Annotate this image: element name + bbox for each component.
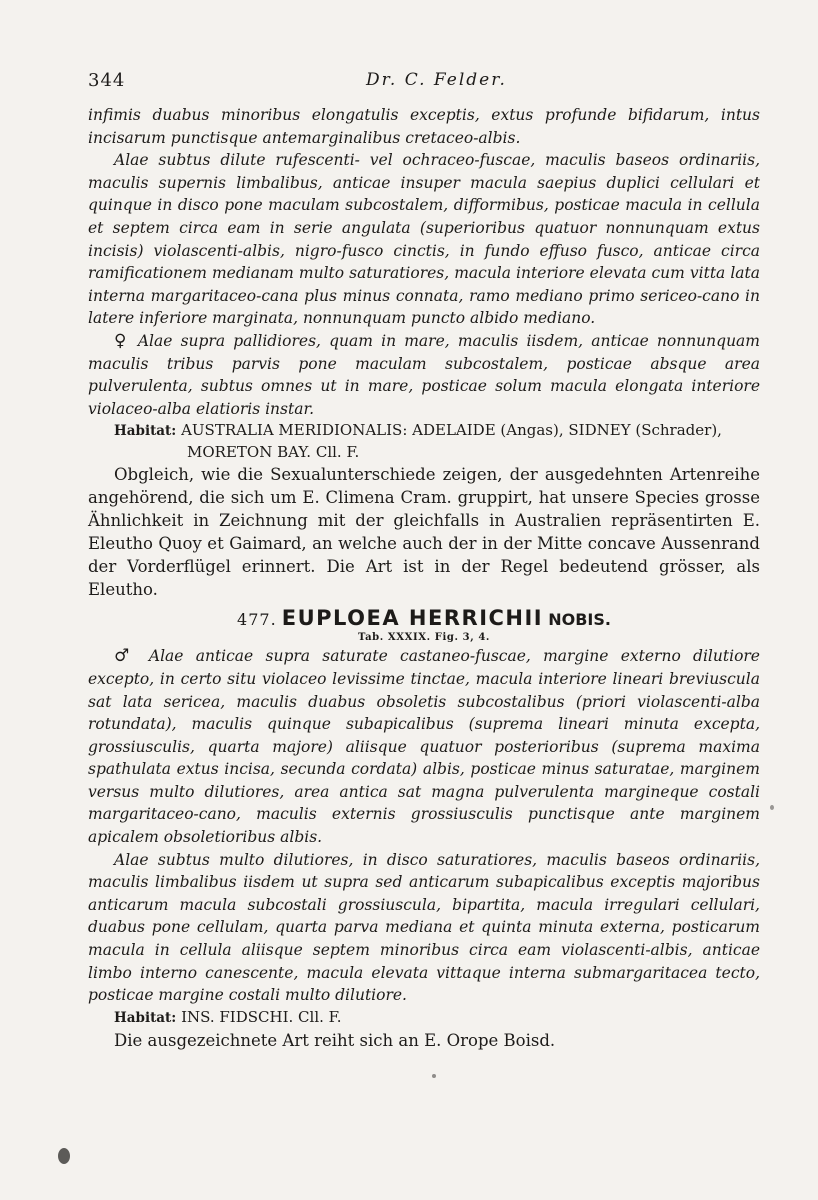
latin-paragraph-underside: Alae subtus dilute rufescenti- vel ochraceo-fuscae, maculis baseos ordinariis, maculis supernis limbalibus, anticae insuper macula saepius duplici cellulari et quinque in disco pone maculam subcostalem, difformibus, posticae macula in cellula et septem circa eam in serie angulata (superioribus quatuor nonnunquam extus incisis) violascenti-albis, nigro-fusco cinctis, in fundo effuso fusco, anticae circa ramificationem medianam multo saturatiores, macula interiore elevata cum vitta lata interna margaritaceo-cana plus minus connata, ramo mediano primo sericeo-cano in latere inferiore marginata, nonnunquam puncto albido mediano. <box>88 151 760 328</box>
species-name: EUPLOEA HERRICHII <box>281 606 544 631</box>
running-head-author: Dr. C. Felder. <box>366 70 507 90</box>
ink-speck <box>432 1074 436 1078</box>
running-head <box>88 70 760 96</box>
german-paragraph-comparison: Obgleich, wie die Sexualunterschiede zeigen, der ausgedehnten Artenreihe angehörend, die sich um E. Climena Cram. gruppirt, hat unsere Species grosse Ähnlichkeit in Zeichnung mit der gleichfalls in Australien repräsentirten E. Eleutho Quoy et Gaimard, an welche auch der in der Mitte concave Aussenrand der Vorderflügel erinnert. Die Art ist in der Regel bedeutend grösser, als Eleutho. <box>88 465 760 600</box>
species-number: 477. <box>237 610 277 630</box>
ink-speck <box>770 805 774 810</box>
habitat-label: Habitat: <box>114 423 177 440</box>
habitat-australia <box>114 420 760 463</box>
habitat-fiji-text: INS. FIDSCHI. Cll. F. <box>181 1007 342 1026</box>
male-description: Alae anticae supra saturate castaneo-fuscae, margine externo dilutiore excepto, in certo situ violaceo levissime tinctae, macula interiore lineari breviuscula sat lata sericea, maculis duabus obsoletis subcostalibus (priori violascenti-alba rotundata), maculis quinque subapicalibus (suprema lineari minuta excepta, grossiusculis, quarta majore) aliisque quatuor posterioribus (suprema maxima spathulata extus incisa, secunda cordata) albis, posticae minus saturatae, marginem versus multo dilutiores, area antica sat magna pulverulenta margineque costali margaritaceo-cano, maculis externis grossiusculis punctisque ante marginem apicalem obsoletioribus albis. <box>88 647 760 847</box>
plate-reference: Tab. XXXIX. Fig. 3, 4. <box>357 632 490 644</box>
latin-paragraph-male-underside: Alae subtus multo dilutiores, in disco saturatiores, maculis baseos ordinariis, maculis limbalibus iisdem ut supra sed anticarum subapicalibus exceptis majoribus anticarum macula subcostali grossiuscula, bipartita, macula irregulari cellulari, duabus pone cellulam, quarta parva mediana et quinta minuta externa, posticarum macula in cellula aliisque septem minoribus circa eam violascenti-albis, anticae limbo interno canescente, macula elevata vittaque interna submargaritacea tecto, posticae margine costali multo dilutiore. <box>88 850 760 1005</box>
text-body <box>88 104 760 1052</box>
male-symbol: ♂ <box>114 646 137 667</box>
page-number: 344 <box>88 70 126 91</box>
german-paragraph-closing: Die ausgezeichnete Art reiht sich an E. Orope Boisd. <box>114 1030 556 1050</box>
latin-paragraph-female <box>88 330 760 420</box>
latin-paragraph-male <box>88 645 760 848</box>
species-heading <box>88 607 760 631</box>
female-description: Alae supra pallidiores, quam in mare, maculis iisdem, anticae nonnunquam maculis tribus parvis pone maculam subcostalem, posticae absque area pulverulenta, subtus omnes ut in mare, posticae solum macula elongata interiore violaceo-alba elatioris instar. <box>88 331 760 418</box>
habitat-fiji <box>114 1007 760 1029</box>
habitat-line-2: MORETON BAY. Cll. F. <box>187 443 360 462</box>
female-symbol: ♀ <box>114 330 130 351</box>
latin-paragraph-continued: infimis duabus minoribus elongatulis exceptis, extus profunde bifidarum, intus incisarum punctisque antemarginalibus cretaceo-albis. <box>88 106 760 147</box>
habitat-label: Habitat: <box>114 1009 177 1026</box>
ink-blot <box>58 1148 70 1164</box>
species-author: NOBIS. <box>548 610 611 630</box>
habitat-line-1: AUSTRALIA MERIDIONALIS: ADELAIDE (Angas), SIDNEY (Schrader), <box>181 421 722 440</box>
